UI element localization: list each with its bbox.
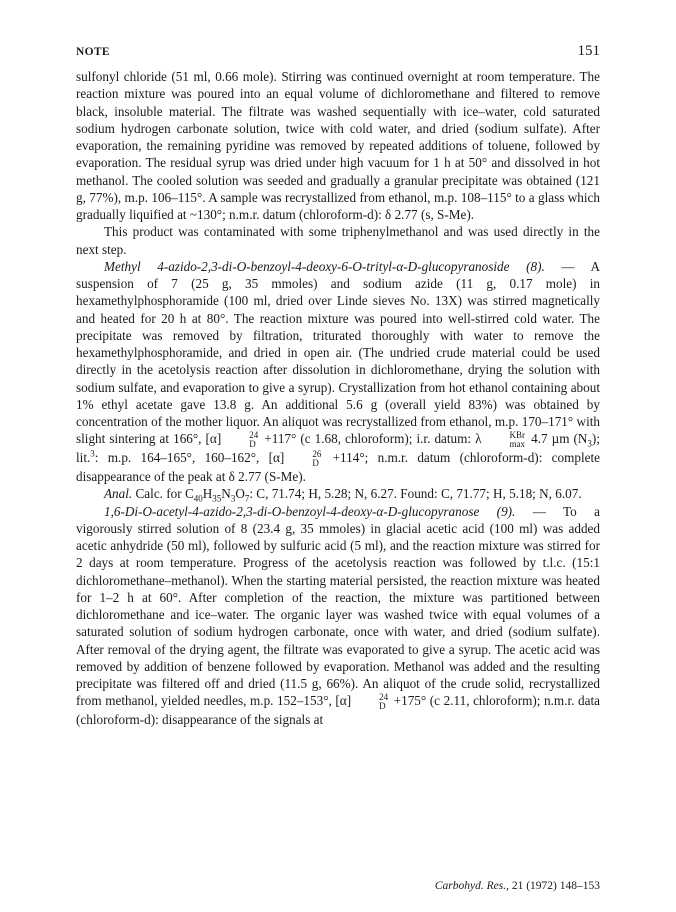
reference-superscript: 3 [90,448,95,459]
azide-subscript: 3 [587,438,592,449]
compound-9-text: To a vigorously stirred solution of 8 (23.4 g, 35 mmoles) in glacial acetic acid (100 ml) was added acetic anhydride (50 ml), followed by sulfuric acid (5 ml), and the reaction mixture was stirred for 2 days at room temperature. Progress of the acetolysis reaction was followed by t.l.c. (15:1 dichloromethane–methanol). When the starting material persisted, the reaction mixture was heated for 1–2 h at 60°. After completion of the reaction, the mixture was partitioned between dichloromethane and ice–water. The organic layer was washed twice with equal volumes of a saturated solution of sodium hydrogen carbonate, once with water, and dried (sodium sulfate). After removal of the drying agent, the filtrate was evaporated to give a syrup. The acetic acid was removed by addition of benzene followed by evaporation. Methanol was added and the resulting precipitate was filtered off and dried (11.5 g, 66%). An aliquot of the crude solid, recrystallized from methanol, yielded needles, m.p. 152–153°, [76,503,600,709]
lambda-index [482,431,526,449]
compound-8-heading: Methyl 4-azido-2,3-di-O-benzoyl-4-deoxy-6-O-trityl-α-D-glucopyranoside (8). [104,258,545,274]
paragraph-compound-9 [76,503,600,729]
volume-year-pages: 21 (1972) 148–153 [508,880,600,892]
journal-citation [435,880,600,892]
article-body [76,68,600,729]
paragraph-analysis [76,485,600,505]
paragraph-contamination-note: This product was contaminated with some triphenylmethanol and was used directly in the next step. [76,224,600,257]
formula-sub: 35 [212,494,222,505]
nmr-text: +114°; n.m.r. datum (chloroform-d): complete disappearance of the peak at δ 2.77 (S-Me). [76,450,600,485]
analysis-values: : C, 71.74; H, 5.28; N, 6.27. Found: C, 71.77; H, 5.18; N, 6.07. [249,486,582,502]
paragraph-sulfonyl-procedure: sulfonyl chloride (51 ml, 0.66 mole). Stirring was continued overnight at room temperature. The reaction mixture was poured into an equal volume of dichloromethane and filtered to remove black, insoluble material. The filtrate was washed sequentially with ice–water, cold saturated sodium hydrogen carbonate solution, twice with cold water, and dried (sodium sulfate). After evaporation, the remaining pyridine was removed by repeated additions of toluene, followed by evaporation. The residual syrup was dried under high vacuum for 1 h at 50° and dissolved in hot methanol. The cooled solution was seeded and gradually a granular precipitate was obtained (121 g, 77%), m.p. 106–115°. A sample was recrystallized from ethanol, m.p. 108–115° to a glass which gradually liquified at ~130°; n.m.r. datum (chloroform-d): δ 2.77 (s, S-Me). [76,69,600,222]
rotation-text: [α] [201,431,222,447]
lambda-max: max [509,439,526,450]
rotation-temp: 24 [249,430,259,441]
lambda-medium: KBr [509,430,526,441]
rotation-line-3: D [379,701,386,712]
page-number: 151 [577,43,600,59]
journal-name: Carbohyd. Res., [434,880,509,892]
lit-values: : m.p. 164–165°, 160–162°, [α] [94,450,285,466]
lit-text: ); lit. [76,431,600,466]
heading-dash: — [515,503,564,519]
calc-label: Calc. for C [132,486,194,502]
paragraph-compound-8 [76,258,600,486]
rotation-text: [α] [331,693,352,709]
formula-element: O [235,486,245,502]
rotation-temp-3: 24 [379,692,389,703]
formula-sub: 7 [244,494,250,505]
compound-8-text: A suspension of 7 (25 g, 35 mmoles) and sodium azide (11 g, 0.17 mole) in hexamethylphosphoramide (100 ml, dried over Linde sieves No. 13X) was stirred magnetically and heated for 20 h at 80°. The reaction mixture was poured into well-stirred cold water. The precipitate was removed by filtration, triturated thoroughly with water to remove the hexamethylphosphoramide, and dried in open air. (The undried crude material could be used directly in the acetolysis reaction after dissolution in dichloromethane, drying the solution with sodium sulfate, and evaporation to give a syrup). Crystallization from hot ethanol containing about 1% ethyl acetate gave 13.8 g. An additional 5.6 g (overall yield 83%) was obtained by concentration of the mother liquor. An aliquot was recrystallized from ethanol, m.p. 170–171° with slight sintering at 166°, [76,258,600,447]
page-header [76,43,600,63]
rotation-index-3 [351,693,388,711]
rotation-line-2: D [312,458,319,469]
nmr-text: +175° (c 2.11, chloroform); n.m.r. data (chloroform-d): disappearance of the signals at [76,693,601,728]
rotation-index-2 [284,450,321,468]
formula-element: N [221,486,231,502]
running-head: NOTE [76,46,110,58]
rotation-index [221,431,258,449]
ir-text: 4.7 µm (N [527,431,588,447]
formula-element: H [202,486,213,502]
anal-label: Anal. [104,486,133,502]
rotation-line: D [249,439,256,450]
formula-sub: 40 [193,494,203,505]
formula-sub: 3 [230,494,236,505]
heading-dash: — [544,258,591,274]
rotation-temp-2: 26 [312,449,322,460]
rotation-text: +117° (c 1.68, chloroform); i.r. datum: λ [260,431,482,447]
compound-9-heading: 1,6-Di-O-acetyl-4-azido-2,3-di-O-benzoyl-4-deoxy-α-D-glucopyranose (9). [104,503,516,519]
